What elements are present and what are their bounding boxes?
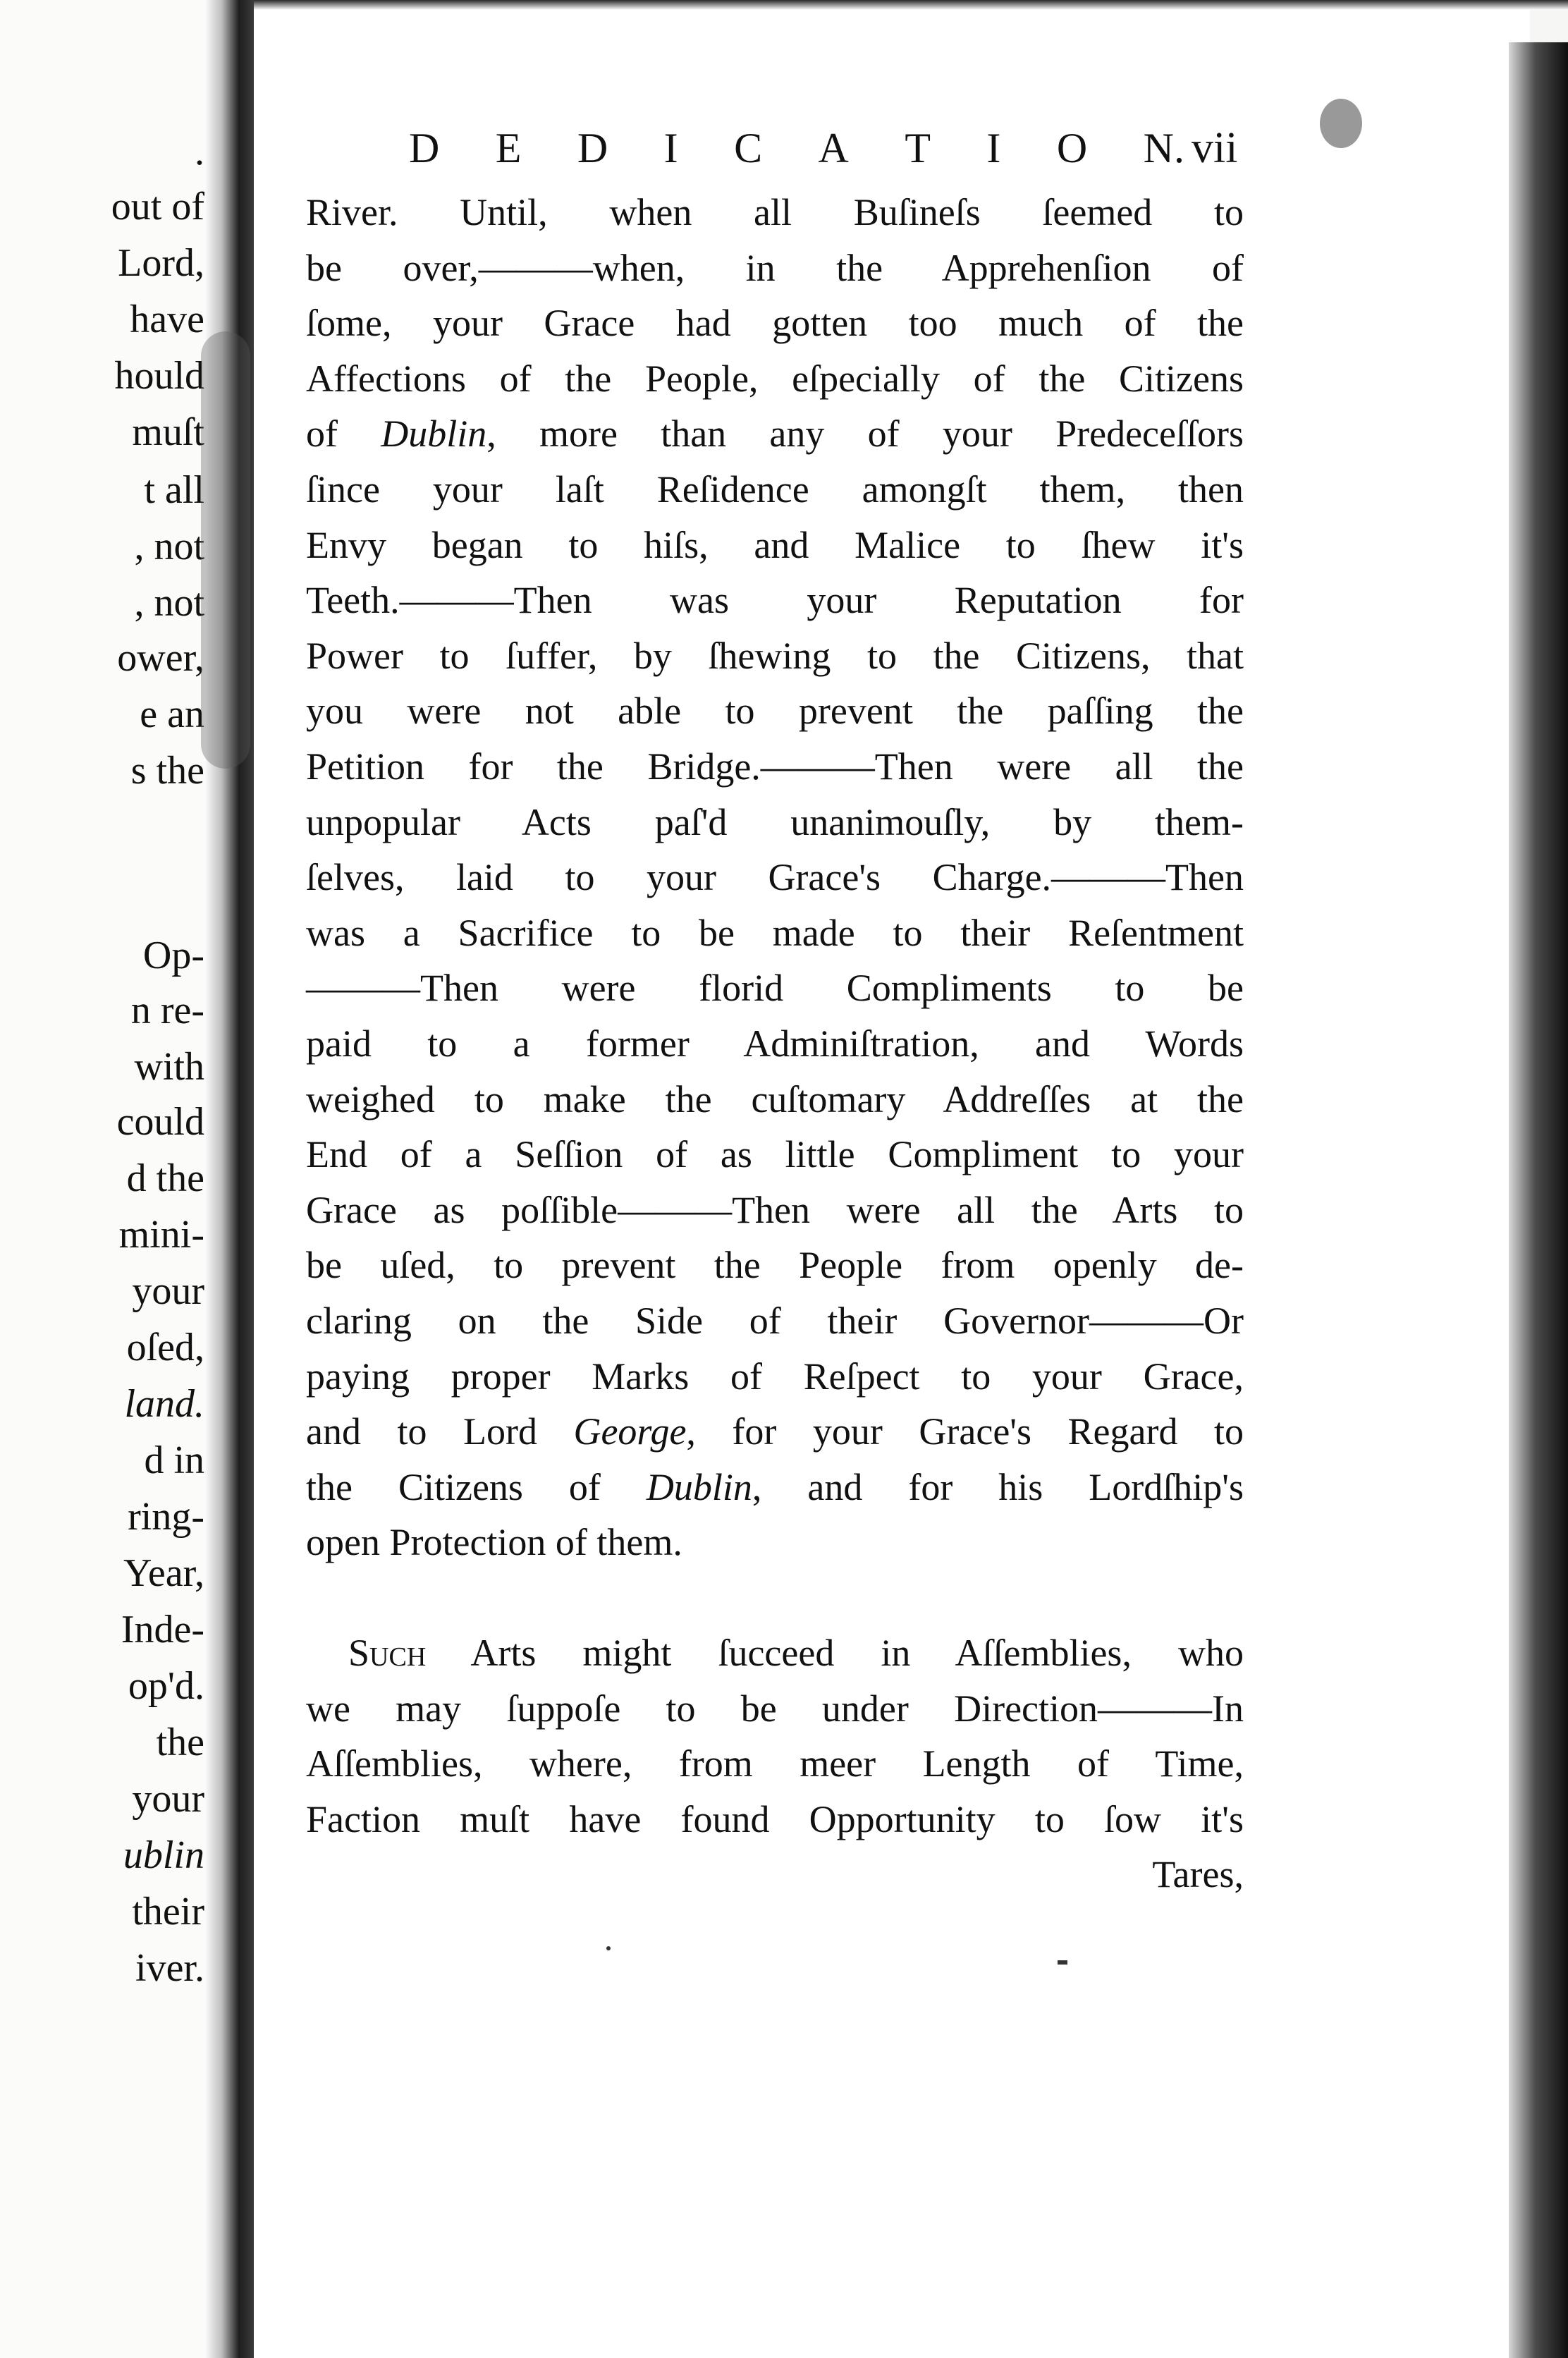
text-line: we may ſuppoſe to be under Direction———In [306, 1687, 1244, 1730]
text-line: be uſed, to prevent the People from openly de- [306, 1244, 1244, 1287]
text-line: River. Until, when all Buſineſs ſeemed to [306, 191, 1244, 233]
left-page-line: your [132, 1269, 204, 1313]
left-page-line: could [116, 1100, 204, 1144]
header-letter: O [1056, 125, 1088, 171]
header-letter: D [577, 125, 608, 171]
italic-word: Dublin [646, 1465, 752, 1508]
left-page-line: e an [140, 692, 204, 736]
left-page-line: d in [144, 1438, 204, 1482]
text-line: Teeth.———Then was your Reputation for [306, 579, 1244, 622]
left-page-line: op'd. [128, 1664, 204, 1708]
text-line: Such Arts might ſucceed in Aſſemblies, who [348, 1632, 1244, 1674]
left-page-line: oſed, [126, 1326, 204, 1369]
text-line: End of a Seſſion of as little Compliment to your [306, 1133, 1244, 1176]
left-page-line: . [195, 130, 204, 173]
header-letter: I [986, 125, 1001, 171]
text-line: of Dublin, more than any of your Predeceſſors [306, 413, 1244, 456]
left-page-line: ower, [117, 636, 204, 680]
header-letter: T [905, 125, 931, 171]
ink-speck [606, 1946, 611, 1950]
left-page-line: ring- [128, 1495, 204, 1539]
text-line: ſome, your Grace had gotten too much of the [306, 302, 1244, 345]
text-line: weighed to make the cuſtomary Addreſſes at the [306, 1077, 1244, 1120]
catchword: Tares, [1152, 1853, 1244, 1896]
text-line: ſelves, laid to your Grace's Charge.———Then [306, 856, 1244, 899]
left-page-line: hould [114, 354, 204, 398]
left-page-line: , not [134, 581, 204, 625]
header-letter: A [818, 125, 849, 171]
page-number: vii [1192, 124, 1238, 172]
text-line: ———Then were florid Compliments to be [306, 967, 1244, 1010]
text-line: ſince your laſt Reſidence amongſt them, then [306, 468, 1244, 511]
header-letter: E [495, 125, 522, 171]
left-page-line: land. [124, 1382, 204, 1426]
left-page-line: Op- [142, 934, 204, 977]
left-page-line: mini- [118, 1213, 204, 1257]
left-page-line: their [132, 1890, 204, 1934]
left-page-line: n re- [130, 989, 204, 1032]
text-line: Grace as poſſible———Then were all the Arts to [306, 1188, 1244, 1231]
left-page-line: , not [134, 525, 204, 568]
text-line: unpopular Acts paſ'd unanimouſly, by them- [306, 800, 1244, 843]
left-page-line: iver. [135, 1946, 204, 1990]
text-line: open Protection of them. [306, 1521, 682, 1564]
left-page-line: have [130, 298, 204, 341]
header-letter: D [409, 125, 440, 171]
text-line: be over,———when, in the Apprehenſion of [306, 246, 1244, 289]
left-page-line: ublin [123, 1833, 204, 1877]
text-line: Affections of the People, eſpecially of the Citizens [306, 357, 1244, 400]
left-page-line: muſt [132, 410, 204, 454]
left-page-line: s the [130, 749, 204, 793]
text-line: paid to a former Adminiſtration, and Words [306, 1022, 1244, 1065]
running-header [0, 120, 1568, 176]
text-line: paying proper Marks of Reſpect to your Grace, [306, 1355, 1244, 1398]
text-line: Faction muſt have found Opportunity to ſow it's [306, 1797, 1244, 1840]
text-line: you were not able to prevent the paſſing the [306, 690, 1244, 733]
text-line: the Citizens of Dublin, and for his Lordſhip's [306, 1465, 1244, 1508]
left-page-line: the [156, 1721, 204, 1764]
text-line: Power to ſuffer, by ſhewing to the Citizens, that [306, 634, 1244, 677]
text-line: Petition for the Bridge.———Then were all the [306, 745, 1244, 788]
ink-speck [1058, 1960, 1067, 1965]
left-page-line: with [134, 1045, 204, 1089]
header-letter: C [734, 125, 763, 171]
page-right-edge [1509, 42, 1568, 2358]
text-line: claring on the Side of their Governor———Or [306, 1300, 1244, 1342]
header-title [409, 120, 1184, 176]
italic-word: George [573, 1410, 687, 1453]
left-page-line: Inde- [121, 1608, 204, 1651]
left-page-fragment [0, 0, 204, 2358]
page-top-edge [254, 0, 1568, 10]
stain [201, 331, 250, 769]
header-letter: I [663, 125, 678, 171]
text-line: was a Sacrifice to be made to their Reſentment [306, 911, 1244, 954]
left-page-line: d the [126, 1156, 204, 1200]
text-line: Envy began to hiſs, and Malice to ſhew it's [306, 523, 1244, 566]
header-letter: N. [1143, 125, 1184, 171]
text-line: Aſſemblies, where, from meer Length of Time, [306, 1742, 1244, 1785]
left-page-line: Year, [123, 1551, 204, 1595]
left-page-line: out of [111, 185, 204, 228]
small-caps-opening: Such [348, 1632, 427, 1674]
text-line: and to Lord George, for your Grace's Regard to [306, 1410, 1244, 1453]
left-page-line: your [132, 1777, 204, 1821]
left-page-line: Lord, [118, 241, 204, 285]
italic-word: Dublin [381, 413, 487, 456]
left-page-line: t all [144, 468, 204, 512]
